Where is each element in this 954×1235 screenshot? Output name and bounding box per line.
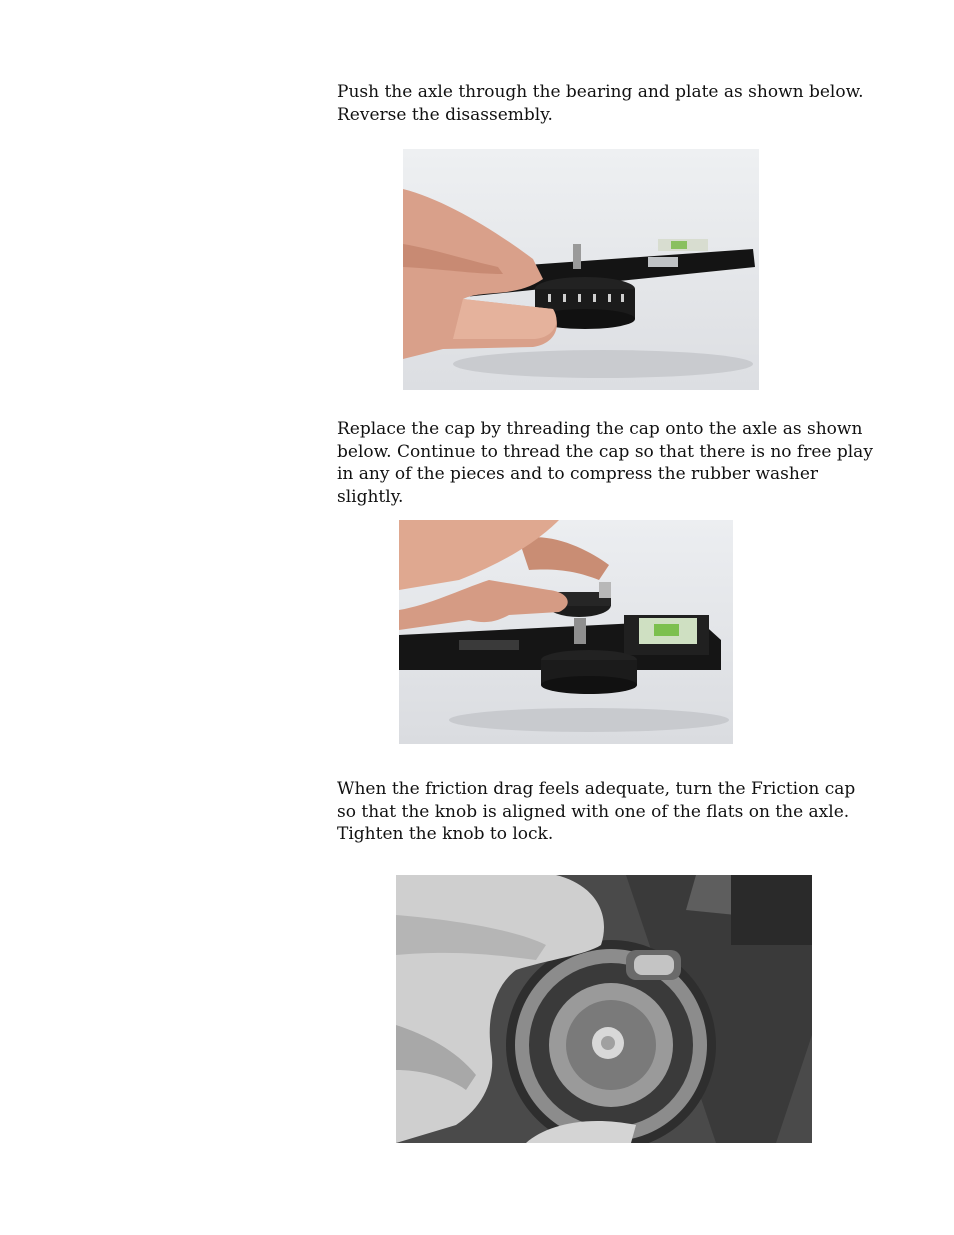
step-1-text: Push the axle through the bearing and plate as shown below. Reverse the disassembly.	[337, 82, 864, 125]
photo-friction-cap-knob	[396, 875, 812, 1143]
step-2-text: Replace the cap by threading the cap onto the axle as shown below. Continue to thread the cap so that there is no free play in any of the pieces and to compress the rubber washer slightly.	[337, 419, 873, 507]
photo-axle-through-bearing	[403, 149, 759, 390]
photo-cap-threading	[399, 520, 733, 744]
step-3-text: When the friction drag feels adequate, turn the Friction cap so that the knob is aligned with one of the flats on the axle. Tighten the knob to lock.	[337, 779, 856, 844]
